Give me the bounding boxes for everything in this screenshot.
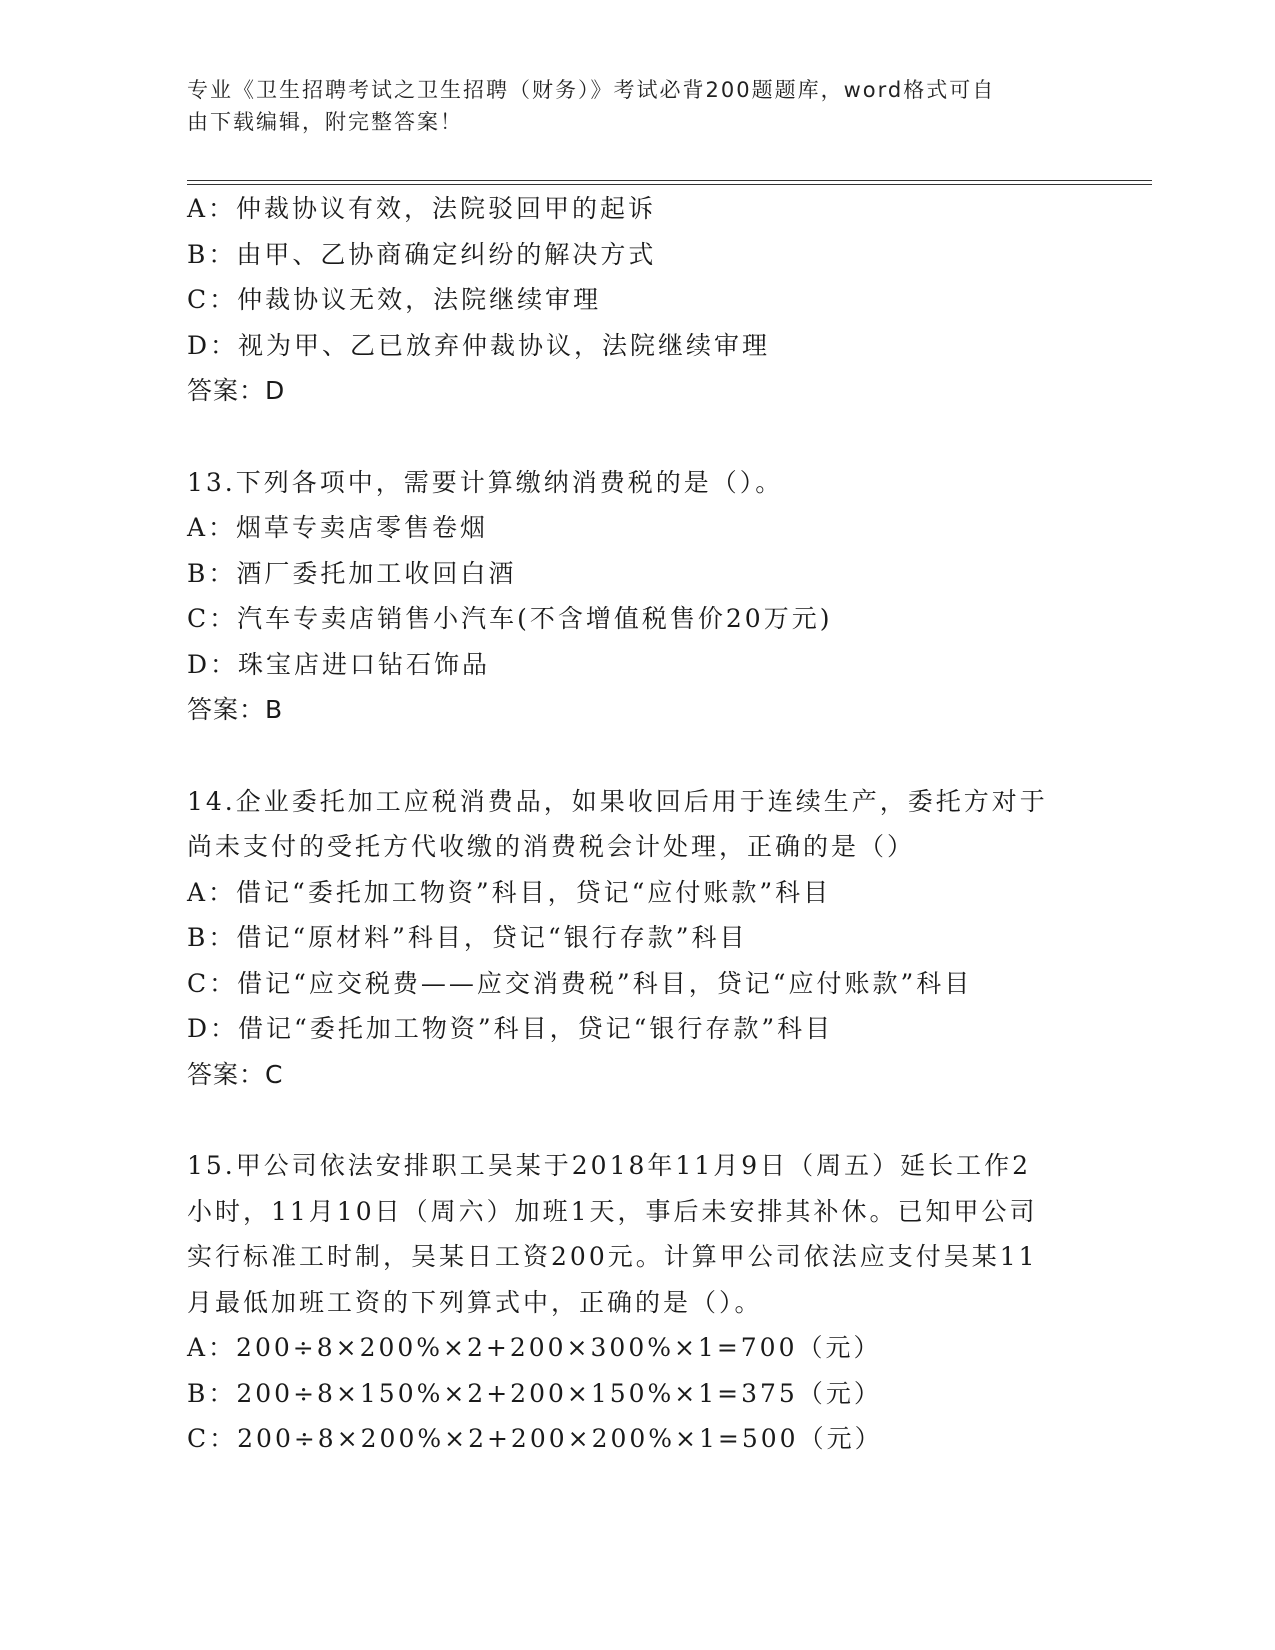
spacer (187, 414, 1087, 460)
question-text-line-4: 月最低加班工资的下列算式中，正确的是（）。 (187, 1287, 763, 1317)
option-a: A：借记“委托加工物资”科目，贷记“应付账款”科目 (187, 877, 832, 907)
question-14 (187, 779, 1087, 1098)
question-15 (187, 1143, 1087, 1462)
header-divider-top (187, 180, 1152, 181)
answer: 答案：C (187, 1059, 284, 1089)
option-b: B：由甲、乙协商确定纠纷的解决方式 (187, 239, 657, 269)
header-divider-bottom (187, 184, 1152, 185)
question-text-line-2: 尚未支付的受托方代收缴的消费税会计处理，正确的是（） (187, 832, 916, 861)
option-d: D：珠宝店进口钻石饰品 (187, 649, 491, 679)
option-c: C：汽车专卖店销售小汽车(不含增值税售价20万元) (187, 604, 833, 633)
document-header (187, 74, 1067, 138)
question-text-line-1: 15.甲公司依法安排职工吴某于2018年11月9日（周五）延长工作2 (187, 1151, 1032, 1180)
option-b: B：酒厂委托加工收回白酒 (187, 558, 517, 588)
header-line-1: 专业《卫生招聘考试之卫生招聘（财务）》考试必背200题题库，word格式可自 (187, 78, 996, 102)
option-b: B：借记“原材料”科目，贷记“银行存款”科目 (187, 923, 748, 952)
option-c: C：仲裁协议无效，法院继续审理 (187, 285, 602, 314)
question-list (187, 186, 1087, 1462)
question-text-line-2: 小时，11月10日（周六）加班1天，事后未安排其补休。已知甲公司 (187, 1196, 1038, 1226)
option-d: D：借记“委托加工物资”科目，贷记“银行存款”科目 (187, 1014, 834, 1043)
spacer (187, 1097, 1087, 1143)
answer: 答案：D (187, 376, 286, 405)
option-a: A：仲裁协议有效，法院驳回甲的起诉 (187, 194, 657, 223)
question-text: 13.下列各项中，需要计算缴纳消费税的是（）。 (187, 467, 784, 497)
header-line-2: 由下载编辑，附完整答案！ (187, 110, 463, 134)
question-text-line-3: 实行标准工时制，吴某日工资200元。计算甲公司依法应支付吴某11 (187, 1242, 1038, 1271)
question-text-line-1: 14.企业委托加工应税消费品，如果收回后用于连续生产，委托方对于 (187, 786, 1048, 816)
option-c: C：200÷8×200%×2+200×200%×1=500（元） (187, 1424, 883, 1453)
option-a: A：烟草专卖店零售卷烟 (187, 513, 489, 542)
option-a: A：200÷8×200%×2+200×300%×1=700（元） (187, 1333, 882, 1362)
option-b: B：200÷8×150%×2+200×150%×1=375（元） (187, 1378, 882, 1408)
question-12 (187, 186, 1087, 414)
option-d: D：视为甲、乙已放弃仲裁协议，法院继续审理 (187, 330, 771, 360)
spacer (187, 733, 1087, 779)
question-13 (187, 460, 1087, 733)
answer: 答案：B (187, 695, 284, 724)
option-c: C：借记“应交税费——应交消费税”科目，贷记“应付账款”科目 (187, 968, 973, 998)
